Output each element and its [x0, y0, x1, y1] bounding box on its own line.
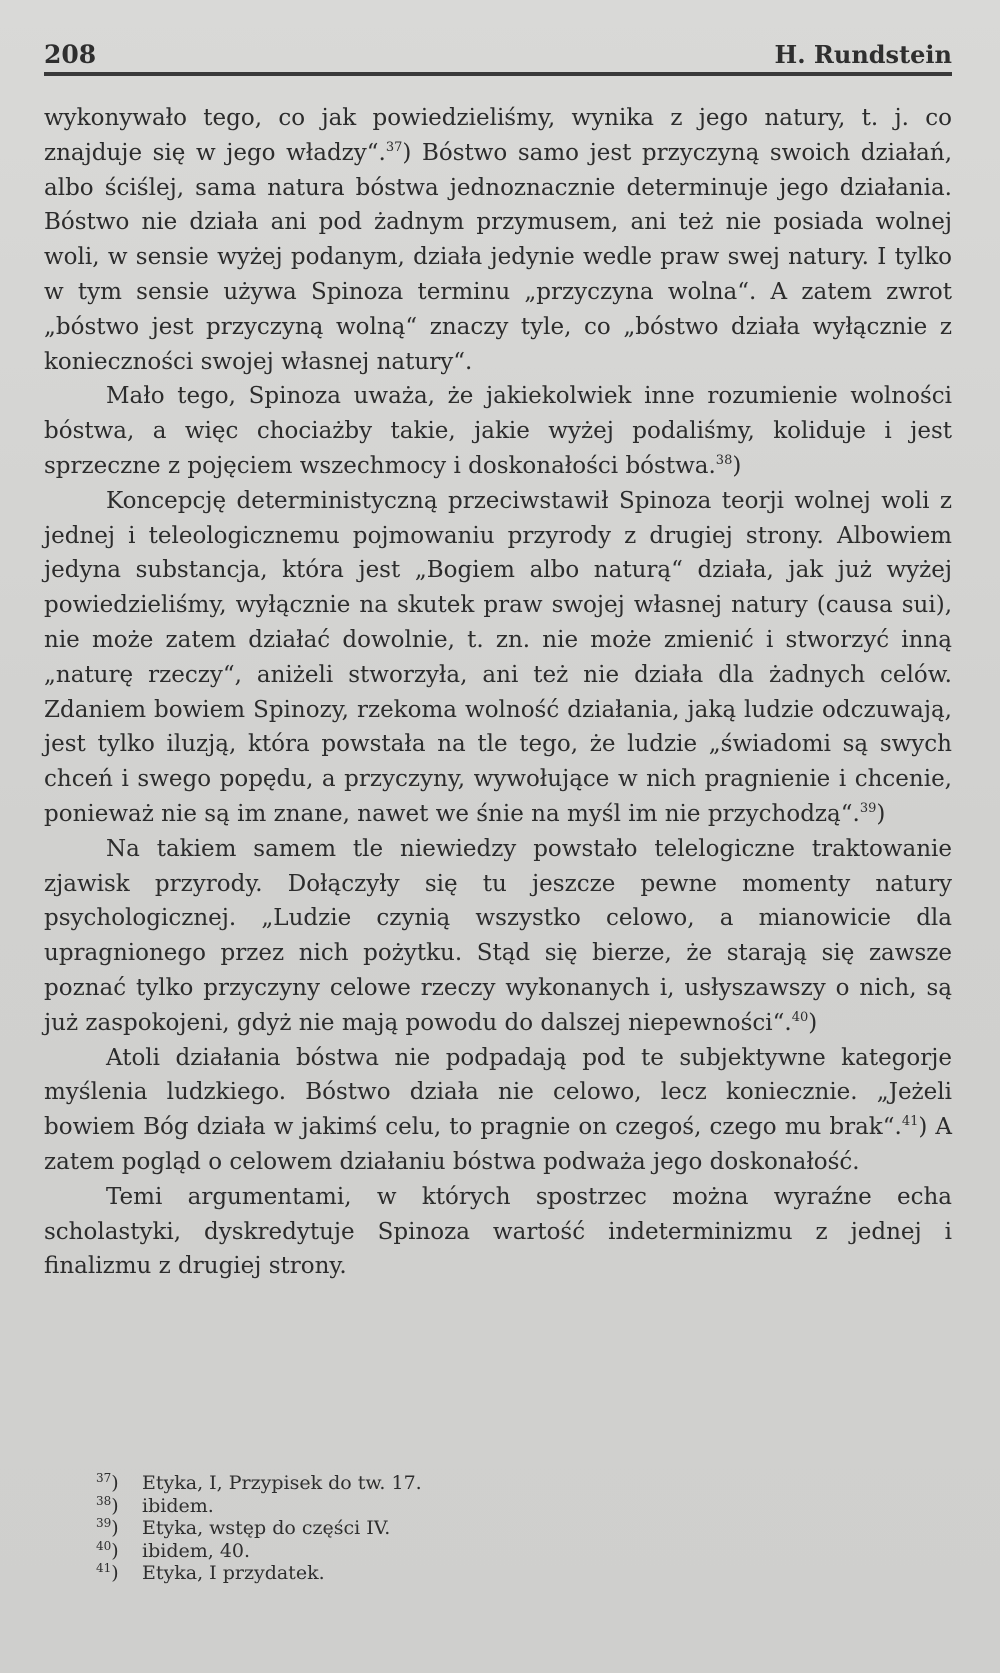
paragraph: [44, 484, 952, 832]
paragraph-text: Atoli działania bóstwa nie podpadają pod te subjektywne kategorje myślenia ludzkiego. Bóstwo działa nie celowo, lecz koniecznie. „Jeżeli bowiem Bóg działa w jakimś celu, to pragnie on czegoś, czego mu brak“.: [44, 1044, 952, 1141]
paragraph: [44, 101, 952, 379]
paragraph-text: Koncepcję deterministyczną przeciwstawił Spinoza teorji wolnej woli z jednej i teleologicznemu pojmowaniu przyrody z drugiej strony. Albowiem jedyna substancja, która jest „Bogiem albo naturą“ działa, jak już wyżej powiedzieliśmy, wyłącznie na skutek praw swojej własnej natury (causa sui), nie może zatem działać dowolnie, t. zn. nie może zmienić i stworzyć inną „naturę rzeczy“, aniżeli stworzyła, ani też nie działa dla żadnych celów. Zdaniem bowiem Spinozy, rzekoma wolność działania, jaką ludzie odczuwają, jest tylko iluzją, która powstała na tle tego, że ludzie „świadomi są swych chceń i swego popędu, a przyczyny, wywołujące w nich pragnienie i chcenie, ponieważ nie są im znane, nawet we śnie na myśl im nie przychodzą“.: [44, 487, 952, 827]
footnote-number: $^{37}$): [96, 1471, 119, 1494]
paragraph-text: Temi argumentami, w których spostrzec można wyraźne echa scholastyki, dyskredytuje Spinoza wartość indeterminizmu z jednej i finalizmu z drugiej strony.: [44, 1183, 952, 1280]
paragraph: [44, 832, 952, 1041]
footnote: [96, 1540, 696, 1563]
footnote-reference: 40: [791, 1009, 809, 1025]
footnote-reference: 41: [901, 1114, 919, 1130]
footnote-number-value: 40: [96, 1538, 112, 1553]
paragraph: [44, 379, 952, 483]
footnote-number: $^{40}$): [96, 1538, 119, 1562]
footnote-text: ibidem, 40.: [142, 1539, 251, 1562]
footnote-number-value: 38: [96, 1493, 112, 1508]
footnote-number: $^{41}$): [96, 1561, 119, 1584]
footnote-number-value: 37: [96, 1471, 112, 1485]
footnote: [96, 1495, 696, 1518]
footnote-reference: 39: [859, 800, 877, 816]
page-header: [44, 40, 952, 72]
paragraph-text: ): [808, 1009, 818, 1036]
footnote-reference: 38: [715, 452, 733, 468]
paragraph-text: ): [876, 800, 886, 827]
footnote-number-value: 39: [96, 1516, 112, 1530]
paragraph-text: wykonywało tego, co jak powiedzieliśmy, wynika z jego natury, t. j. co znajduje się w jego władzy“.: [44, 105, 952, 166]
footnote-number-value: 41: [96, 1561, 112, 1575]
footnote-reference: 37: [385, 139, 403, 155]
page-number: 208: [44, 40, 97, 69]
body-text: [44, 101, 952, 1284]
paragraph-text: ): [732, 452, 742, 479]
footnote-text: Etyka, I przydatek.: [142, 1562, 325, 1584]
paragraph-text: Mało tego, Spinoza uważa, że jakiekolwiek inne rozumienie wolności bóstwa, a więc chociażby takie, jakie wyżej podaliśmy, koliduje i jest sprzeczne z pojęciem wszechmocy i doskonałości bóstwa.: [44, 383, 952, 479]
paragraph-text: Na takiem samem tle niewiedzy powstało telelogiczne traktowanie zjawisk przyrody. Dołączyły się tu jeszcze pewne momenty natury psychologicznej. „Ludzie czynią wszystko celowo, a mianowicie dla upragnionego przez nich pożytku. Stąd się bierze, że starają się zawsze poznać tylko przyczyny celowe rzeczy wykonanych i, usłyszawszy o nich, są już zaspokojeni, gdyż nie mają powodu do dalszej niepewności“.: [44, 835, 952, 1036]
footnote: [96, 1517, 696, 1540]
running-head-author: H. Rundstein: [774, 40, 952, 69]
footnote-text: ibidem.: [142, 1494, 214, 1517]
paragraph: [44, 1041, 952, 1180]
footnote: [96, 1472, 696, 1495]
footnote-text: Etyka, I, Przypisek do tw. 17.: [142, 1472, 422, 1494]
footnote-number: $^{39}$): [96, 1516, 119, 1539]
paragraph-text: ) A zatem pogląd o celowem działaniu bóstwa podważa jego doskonałość.: [44, 1114, 952, 1175]
footnote-text: Etyka, wstęp do części IV.: [142, 1517, 391, 1539]
paragraph: [44, 1180, 952, 1284]
header-rule: [44, 72, 952, 76]
footnote-number: $^{38}$): [96, 1493, 119, 1517]
footnote: [96, 1562, 696, 1585]
footnotes: [96, 1472, 696, 1585]
paragraph-text: ) Bóstwo samo jest przyczyną swoich działań, albo ściślej, sama natura bóstwa jednoznacznie determinuje jego działania. Bóstwo nie działa ani pod żadnym przymusem, ani też nie posiada wolnej woli, w sensie wyżej podanym, działa jedynie wedle praw swej natury. I tylko w tym sensie używa Spinoza terminu „przyczyna wolna“. A zatem zwrot „bóstwo jest przyczyną wolną“ znaczy tyle, co „bóstwo działa wyłącznie z konieczności swojej własnej natury“.: [44, 139, 953, 375]
